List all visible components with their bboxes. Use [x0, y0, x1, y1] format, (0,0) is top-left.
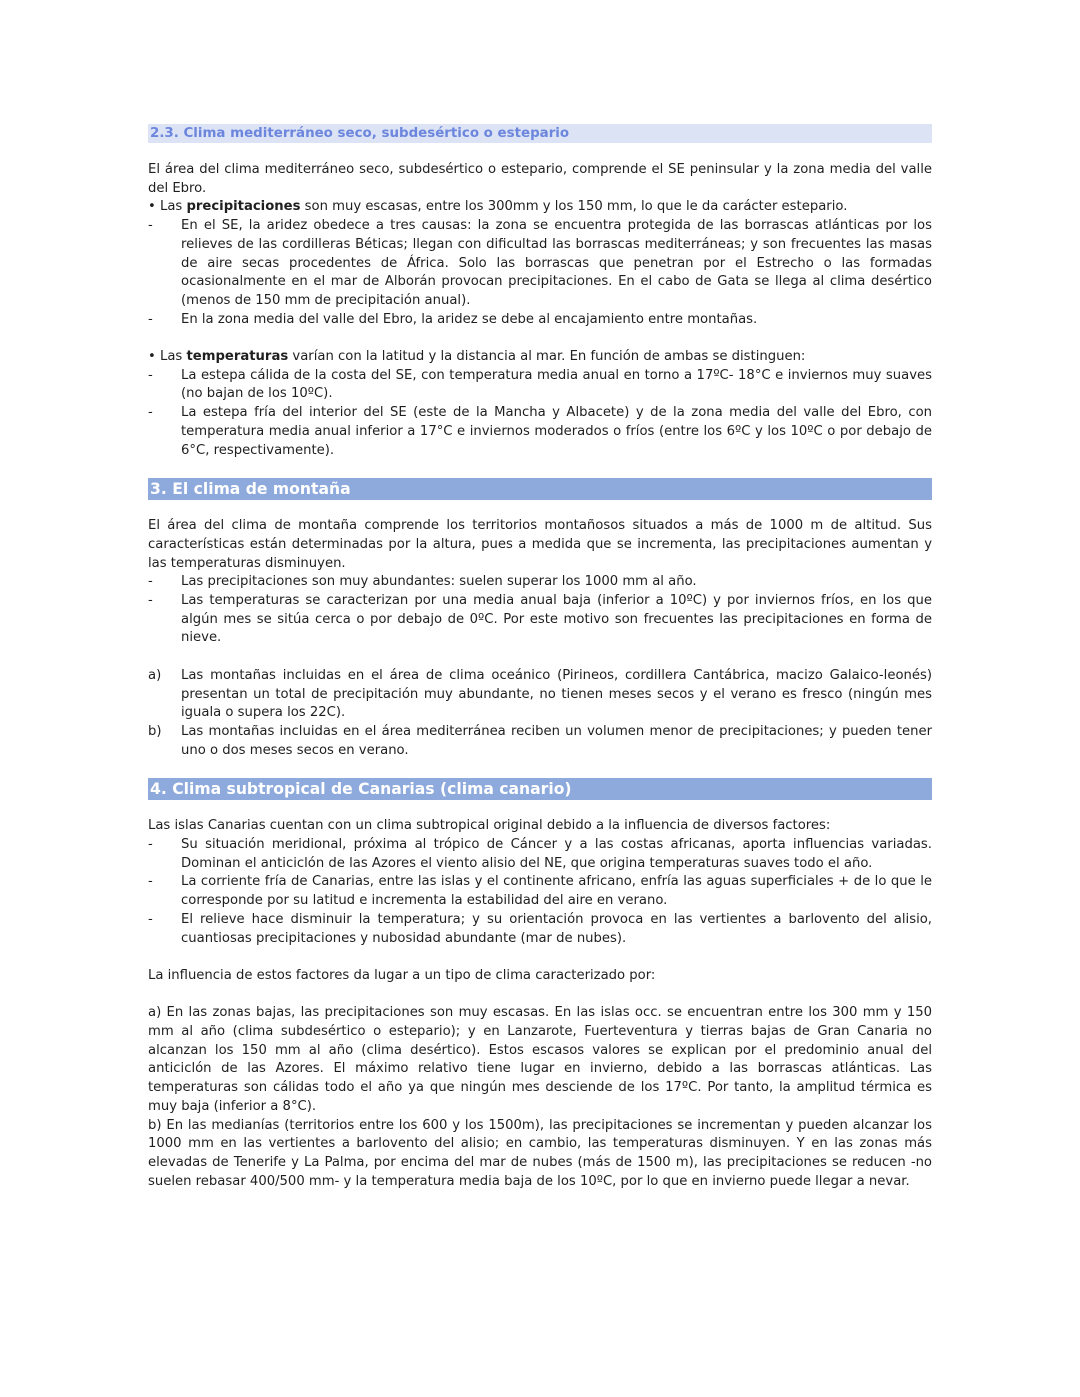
section-4-summary: La influencia de estos factores da lugar a un tipo de clima caracterizado por:: [148, 967, 656, 983]
section-2-3-intro: El área del clima mediterráneo seco, subdesértico o estepario, comprende el SE peninsular y la zona media del valle del Ebro.: [148, 162, 932, 196]
precipitaciones-bullet: • Las precipitaciones son muy escasas, entre los 300mm y los 150 mm, lo que le da carácter estepario.: [148, 199, 848, 215]
list-item: [148, 311, 932, 330]
list-item: [148, 217, 932, 311]
list-item: [148, 836, 932, 873]
section-3-intro: El área del clima de montaña comprende los territorios montañosos situados a más de 1000 m de altitud. Sus características están determinadas por la altura, pues a medida que se incrementa, las precipitaciones aumentan y las temperaturas disminuyen.: [148, 518, 932, 571]
dash-marker: -: [148, 405, 153, 421]
list-item-text: La estepa cálida de la costa del SE, con temperatura media anual en torno a 17ºC- 18°C e inviernos muy suaves (no bajan de los 10ºC).: [181, 367, 932, 402]
section-heading-4: 4. Clima subtropical de Canarias (clima canario): [148, 778, 932, 800]
dash-marker: -: [148, 911, 153, 927]
letter-marker: b): [148, 723, 162, 739]
temperaturas-term: temperaturas: [186, 349, 289, 365]
list-item-text: La corriente fría de Canarias, entre las islas y el continente africano, enfría las aguas superficiales + de lo que le corresponde por su latitud e incrementa la estabilidad del aire en verano.: [181, 874, 932, 909]
dash-marker: -: [148, 574, 153, 590]
list-item-text: Su situación meridional, próxima al trópico de Cáncer y a las costas africanas, aporta influencias variadas. Dominan el anticiclón de las Azores el viento alisio del NE, que origina temperaturas suaves todo el año.: [181, 837, 932, 871]
lettered-item: [148, 723, 932, 760]
list-item: [148, 911, 932, 948]
lettered-item: [148, 667, 932, 723]
zonas-bajas-paragraph: a) En las zonas bajas, las precipitaciones son muy escasas. En las islas occ. se encuentran entre los 300 mm y 150 mm al año (clima subdesértico o estepario); y en Lanzarote, Fuerteventura y tierras bajas de Gran Canaria no alcanzan los 150 mm al año (clima desértico). Estos escasos valores se explican por el predominio anual del anticiclón de las Azores. El máximo relativo tiene lugar en invierno, debido a las borrascas atlánticas. Las temperaturas son cálidas todo el año ya que ningún mes desciende de los 17ºC. Por tanto, la amplitud térmica es muy baja (inferior a 8°C).: [148, 1005, 932, 1114]
section-heading-3: 3. El clima de montaña: [148, 478, 932, 500]
document-page: [148, 124, 932, 1191]
section-heading-2-3: 2.3. Clima mediterráneo seco, subdesértico o estepario: [148, 124, 932, 143]
list-item: [148, 873, 932, 910]
letter-marker: a): [148, 667, 162, 683]
medianias-paragraph: b) En las medianías (territorios entre los 600 y los 1500m), las precipitaciones se incrementan y pueden alcanzar los 1000 mm en las vertientes a barlovento del alisio; en cambio, las temperaturas disminuyen. Y en las zonas más elevadas de Tenerife y La Palma, por encima del mar de nubes (más de 1500 m), las precipitaciones se reducen -no suelen rebasar 400/500 mm- y la temperatura media baja de los 10ºC, por lo que en invierno puede llegar a nevar.: [148, 1117, 932, 1189]
list-item-text: En la zona media del valle del Ebro, la aridez se debe al encajamiento entre montañas.: [181, 311, 758, 327]
dash-marker: -: [148, 218, 153, 234]
dash-marker: -: [148, 311, 153, 327]
dash-marker: -: [148, 367, 153, 383]
dash-marker: -: [148, 874, 153, 890]
list-item: [148, 592, 932, 648]
precipitaciones-term: precipitaciones: [186, 199, 301, 215]
list-item: [148, 404, 932, 460]
list-item-text: Las temperaturas se caracterizan por una media anual baja (inferior a 10ºC) y por inviernos fríos, en los que algún mes se sitúa cerca o por debajo de 0ºC. Por este motivo son frecuentes las precipitaciones en forma de nieve.: [181, 593, 932, 646]
list-item-text: En el SE, la aridez obedece a tres causas: la zona se encuentra protegida de las borrascas atlánticas por los relieves de las cordilleras Béticas; llegan con dificultad las borrascas mediterráneas; y son frecuentes las masas de aire secas procedentes de África. Solo las borrascas que penetran por el Estrecho o las formadas ocasionalmente en el mar de Alborán provocan precipitaciones. En el cabo de Gata se llega al clima desértico (menos de 150 mm de precipitación anual).: [181, 218, 932, 308]
temperaturas-bullet: • Las temperaturas varían con la latitud y la distancia al mar. En función de ambas se distinguen:: [148, 349, 806, 365]
list-item-text: La estepa fría del interior del SE (este de la Mancha y Albacete) y de la zona media del valle del Ebro, con temperatura media anual inferior a 17°C e inviernos moderados o fríos (entre los 6ºC y los 10ºC o por debajo de 6°C, respectivamente).: [181, 405, 932, 458]
lettered-item-text: Las montañas incluidas en el área de clima oceánico (Pirineos, cordillera Cantábrica, macizo Galaico-leonés) presentan un total de precipitación muy abundante, no tienen meses secos y el verano es fresco (ningún mes iguala o supera los 22C).: [181, 667, 932, 721]
dash-marker: -: [148, 837, 153, 853]
list-item-text: Las precipitaciones son muy abundantes: suelen superar los 1000 mm al año.: [181, 574, 697, 590]
list-item: [148, 367, 932, 404]
lettered-item-text: Las montañas incluidas en el área mediterránea reciben un volumen menor de precipitaciones; y pueden tener uno o dos meses secos en verano.: [181, 723, 932, 758]
list-item-text: El relieve hace disminuir la temperatura; y su orientación provoca en las vertientes a barlovento del alisio, cuantiosas precipitaciones y nubosidad abundante (mar de nubes).: [181, 911, 932, 946]
section-4-intro: Las islas Canarias cuentan con un clima subtropical original debido a la influencia de diversos factores:: [148, 818, 831, 834]
dash-marker: -: [148, 593, 153, 609]
list-item: [148, 573, 932, 592]
